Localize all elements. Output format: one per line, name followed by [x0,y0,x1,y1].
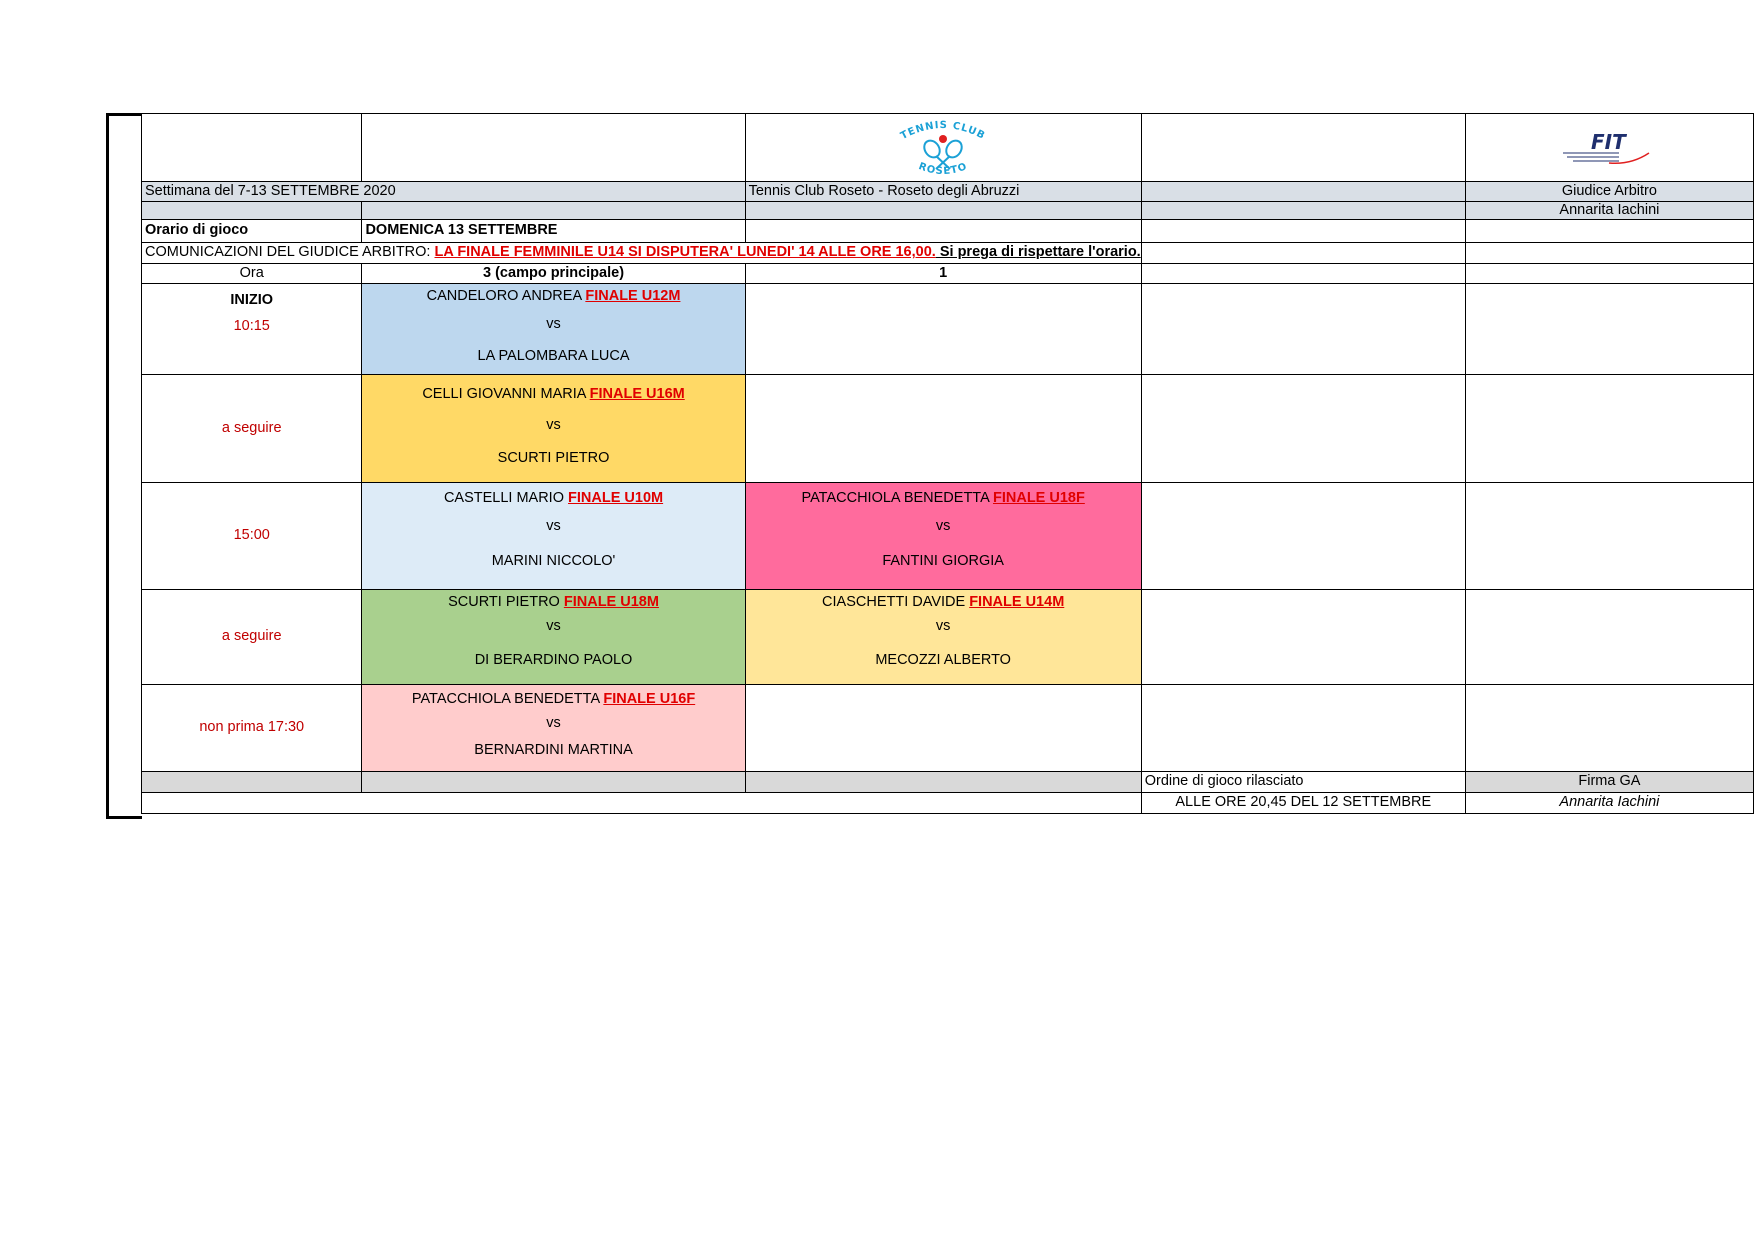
time-value: a seguire [221,419,282,436]
fit-logo-cell [1465,114,1753,182]
match-cell [745,589,1141,684]
svg-text:FIT: FIT [1591,129,1627,154]
vs-label: vs [546,618,561,635]
final-label: FINALE U16F [603,690,696,707]
schedule-date: DOMENICA 13 SETTEMBRE [362,219,745,242]
player-2: MECOZZI ALBERTO [875,652,1011,669]
communication-row [142,242,1754,263]
player-1: CELLI GIOVANNI MARIA [422,385,586,402]
vs-label: vs [546,316,561,333]
player-2: SCURTI PIETRO [497,450,610,467]
player-1: PATACCHIOLA BENEDETTA [801,489,989,506]
match-cell [745,482,1141,589]
column-header-row [142,263,1754,283]
column-header-time: Ora [142,263,362,283]
player-1: SCURTI PIETRO [448,593,560,610]
communication-alert: LA FINALE FEMMINILE U14 SI DISPUTERA' LUNEDI' 14 ALLE ORE 16,00. [434,244,936,261]
match-cell [362,589,745,684]
final-label: FINALE U14M [969,593,1065,610]
svg-text:TENNIS CLUB: TENNIS CLUB [899,119,988,142]
column-header-court-3: 3 (campo principale) [362,263,745,283]
communication-note: Si prega di rispettare l'orario. [935,244,1141,261]
week-row [142,182,1754,202]
time-start-label: INIZIO [230,291,274,308]
footer-row [142,771,1754,792]
vs-label: vs [546,518,561,535]
column-header-court-1: 1 [745,263,1141,283]
time-value: 15:00 [233,527,270,544]
player-1: PATACCHIOLA BENEDETTA [411,690,600,707]
left-frame-bar [106,113,142,819]
vs-label: vs [935,618,951,635]
schedule-date-row [142,219,1754,242]
player-2: MARINI NICCOLO' [491,553,616,570]
referee-row [142,202,1754,220]
footer-row [142,792,1754,813]
match-row [142,482,1754,589]
match-cell [362,482,745,589]
schedule-sheet [141,113,1754,814]
signature-label: Firma GA [1465,771,1753,792]
logo-row [142,114,1754,182]
final-label: FINALE U16M [589,385,685,402]
referee-title: Giudice Arbitro [1465,182,1753,202]
fit-federation-logo [1559,129,1659,173]
final-label: FINALE U18M [563,593,659,610]
tennis-club-roseto-logo [888,119,998,181]
vs-label: vs [546,417,561,434]
club-logo-cell [745,114,1141,182]
match-cell [362,684,745,771]
match-row [142,283,1754,374]
player-2: DI BERARDINO PAOLO [474,652,633,669]
final-label: FINALE U18F [992,489,1085,506]
vs-label: vs [546,715,561,732]
final-label: FINALE U12M [585,287,681,304]
match-row [142,684,1754,771]
signature-name: Annarita Iachini [1465,792,1753,813]
week-label: Settimana del 7-13 SETTEMBRE 2020 [142,182,746,202]
club-name: Tennis Club Roseto - Roseto degli Abruzzi [745,182,1141,202]
communication-prefix: COMUNICAZIONI DEL GIUDICE ARBITRO: [145,244,435,261]
schedule-label: Orario di gioco [142,219,362,242]
final-label: FINALE U10M [568,489,664,506]
release-time: ALLE ORE 20,45 DEL 12 SETTEMBRE [1141,792,1465,813]
time-value: 10:15 [233,318,270,335]
release-label: Ordine di gioco rilasciato [1141,771,1465,792]
match-cell [362,374,745,482]
match-row [142,374,1754,482]
match-row [142,589,1754,684]
player-2: LA PALOMBARA LUCA [477,348,630,365]
player-2: BERNARDINI MARTINA [474,742,633,759]
time-cell [142,482,362,589]
player-1: CIASCHETTI DAVIDE [822,593,966,610]
svg-text:ROSETO: ROSETO [917,160,970,177]
match-cell [362,283,745,374]
referee-communication [142,242,1142,263]
vs-label: vs [935,518,951,535]
referee-name: Annarita Iachini [1465,202,1753,220]
time-value: non prima 17:30 [199,719,305,736]
player-1: CANDELORO ANDREA [426,287,582,304]
time-cell [142,589,362,684]
time-value: a seguire [221,628,282,645]
player-1: CASTELLI MARIO [443,489,564,506]
time-cell [142,684,362,771]
time-cell [142,374,362,482]
player-2: FANTINI GIORGIA [882,553,1004,570]
time-cell [142,283,362,374]
